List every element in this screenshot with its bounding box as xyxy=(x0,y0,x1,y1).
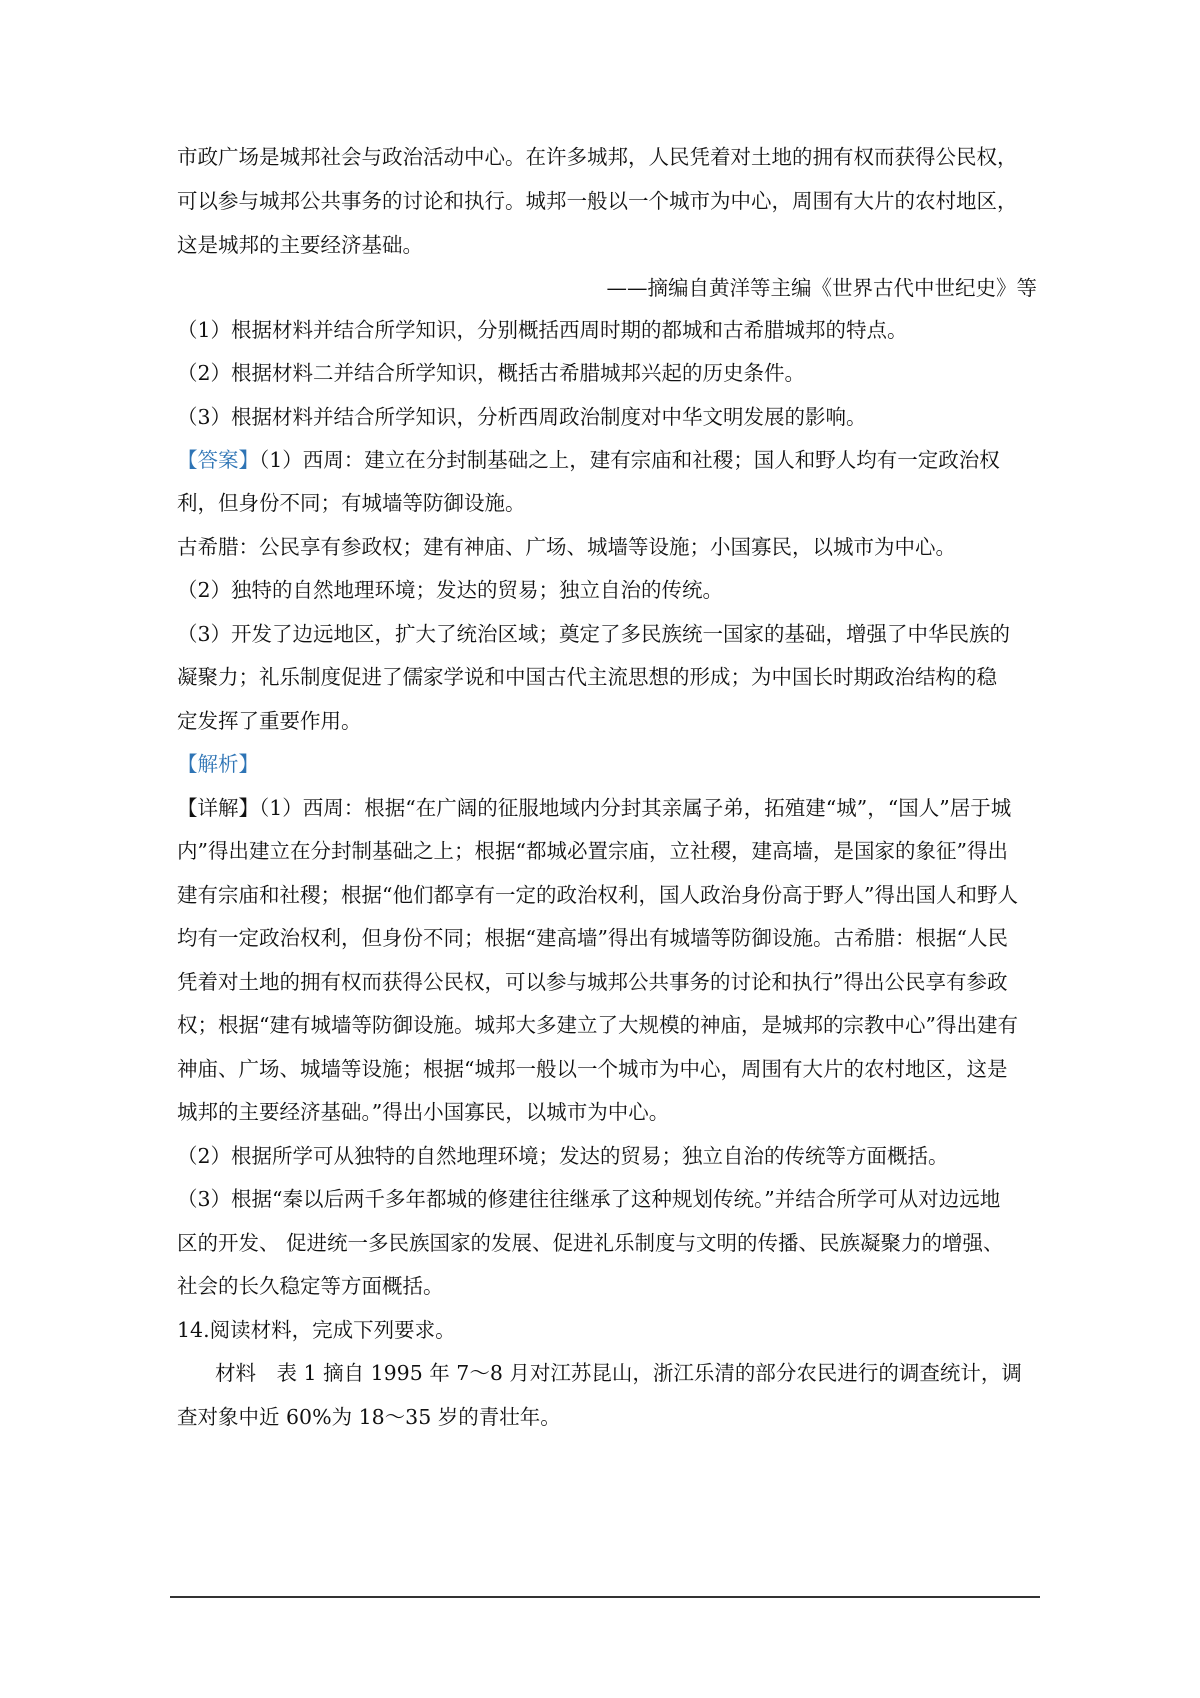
question-2: （2）根据材料二并结合所学知识，概括古希腊城邦兴起的历史条件。 xyxy=(177,361,806,385)
footer-rule xyxy=(170,1596,1040,1598)
analysis-line: 凭着对土地的拥有权而获得公民权，可以参与城邦公共事务的讨论和执行”得出公民享有参政 xyxy=(177,970,1008,994)
answer-text: （1）西周：建立在分封制基础之上，建有宗庙和社稷；国人和野人均有一定政治权 xyxy=(259,448,1000,472)
q14-material-line: 材料 表 1 摘自 1995 年 7～8 月对江苏昆山，浙江乐清的部分农民进行的调查统计，调 xyxy=(215,1361,1022,1385)
analysis-line: 区的开发、 促进统一多民族国家的发展、促进礼乐制度与文明的传播、民族凝聚力的增强、 xyxy=(177,1231,1004,1255)
question-3: （3）根据材料并结合所学知识，分析西周政治制度对中华文明发展的影响。 xyxy=(177,405,867,429)
source-citation: ——摘编自黄洋等主编《世界古代中世纪史》等 xyxy=(606,276,1037,300)
analysis-line: （2）根据所学可从独特的自然地理环境；发达的贸易；独立自治的传统等方面概括。 xyxy=(177,1144,949,1168)
analysis-line: 城邦的主要经济基础。”得出小国寡民，以城市为中心。 xyxy=(177,1100,670,1124)
question-14-title: 14.阅读材料，完成下列要求。 xyxy=(177,1318,456,1342)
question-1: （1）根据材料并结合所学知识，分别概括西周时期的都城和古希腊城邦的特点。 xyxy=(177,318,908,342)
analysis-line: 建有宗庙和社稷；根据“他们都享有一定的政治权利，国人政治身份高于野人”得出国人和野人 xyxy=(177,883,1018,907)
answer-line: （2）独特的自然地理环境；发达的贸易；独立自治的传统。 xyxy=(177,578,724,602)
analysis-tag: 【解析】 xyxy=(177,752,259,776)
material-line: 市政广场是城邦社会与政治活动中心。在许多城邦，人民凭着对土地的拥有权而获得公民权， xyxy=(177,145,1018,169)
analysis-line: 权；根据“建有城墙等防御设施。城邦大多建立了大规模的神庙，是城邦的宗教中心”得出建有 xyxy=(177,1013,1018,1037)
answer-line: 定发挥了重要作用。 xyxy=(177,709,362,733)
answer-line: 利，但身份不同；有城墙等防御设施。 xyxy=(177,491,526,515)
material-line: 这是城邦的主要经济基础。 xyxy=(177,233,423,257)
analysis-line: 神庙、广场、城墙等设施；根据“城邦一般以一个城市为中心，周围有大片的农村地区，这是 xyxy=(177,1057,1008,1081)
q14-material-line: 查对象中近 60%为 18～35 岁的青壮年。 xyxy=(177,1405,561,1429)
answer-line: （3）开发了边远地区，扩大了统治区域；奠定了多民族统一国家的基础，增强了中华民族的 xyxy=(177,622,1011,646)
answer-tag: 【答案】 xyxy=(177,448,259,472)
answer-line-1 xyxy=(177,445,1037,475)
analysis-line: 【详解】（1）西周：根据“在广阔的征服地域内分封其亲属子弟，拓殖建“城”，“国人”居于城 xyxy=(177,796,1012,820)
material-line: 可以参与城邦公共事务的讨论和执行。城邦一般以一个城市为中心，周围有大片的农村地区， xyxy=(177,189,1018,213)
analysis-line: 内”得出建立在分封制基础之上；根据“都城必置宗庙，立社稷，建高墙，是国家的象征”得出 xyxy=(177,839,1008,863)
analysis-line: 均有一定政治权利，但身份不同；根据“建高墙”得出有城墙等防御设施。古希腊：根据“人民 xyxy=(177,926,1008,950)
analysis-line: （3）根据“秦以后两千多年都城的修建往往继承了这种规划传统。”并结合所学可从对边远地 xyxy=(177,1187,1001,1211)
answer-line: 古希腊：公民享有参政权；建有神庙、广场、城墙等设施；小国寡民，以城市为中心。 xyxy=(177,535,956,559)
analysis-line: 社会的长久稳定等方面概括。 xyxy=(177,1274,444,1298)
answer-line: 凝聚力；礼乐制度促进了儒家学说和中国古代主流思想的形成；为中国长时期政治结构的稳 xyxy=(177,665,997,689)
